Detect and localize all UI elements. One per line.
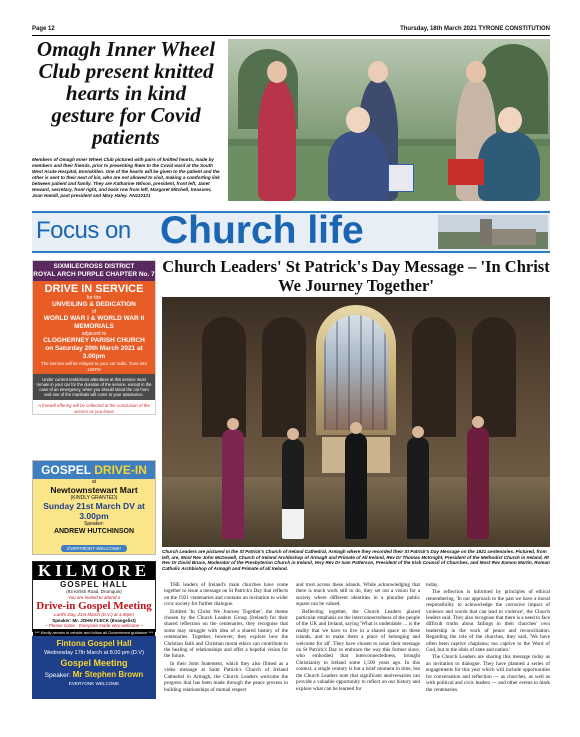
fintona-welcome: EVERYONE WELCOME: [68, 681, 120, 686]
fintona-gospel-hall-ad: [32, 636, 156, 699]
rap-date: on Saturday 20th March 2021 at 3.00pm: [45, 345, 143, 360]
body-paragraph: The Church Leaders are sharing this message today as an invitation to dialogue. They have planned a series of engagements for this year which will include opportunities for conversation and reflection — as churches, as well as with political and civic leaders — and other events to mark the centenaries.: [426, 654, 550, 693]
body-paragraph: Entitled 'In Christ We Journey Together', the theme chosen by the Church Leaders Group (Ireland) for their shared reflection on the centenaries, they recognise that some may struggle with idea of a shared history of the centenaries. Together, however, they explore how the Christian faith and Christian moral ethics can contribute to the healing of relationships and offer a hopeful vision for the future.: [164, 608, 288, 660]
rap-drive-in-ad: [32, 260, 156, 415]
gospel-drive-in-ad: [32, 460, 156, 555]
main-story-headline: Church Leaders' St Patrick's Day Message – 'In Christ We Journey Together': [162, 257, 550, 295]
rap-for: for the: [86, 295, 102, 301]
kilmore-name: KILMORE: [33, 562, 155, 580]
gospel-title: [33, 461, 155, 479]
drive-in-word: DRIVE-IN: [94, 463, 147, 477]
body-paragraph: and trust across these islands. While acknowledging that there is much work still to do, they set out a vision for a society where different identities in a pluralist public square can be valued.: [296, 582, 420, 608]
rap-title: DRIVE IN SERVICE: [44, 283, 144, 295]
kilmore-date: Lord's Day, 21st March (D.V.) at 3.00pm: [54, 612, 134, 617]
gospel-at: at: [91, 479, 97, 485]
body-paragraph: Reflecting together, the Church Leaders placed particular emphasis on the interconnectedness of the people of the UK and Ireland, saying 'What is undeniable ... is the reality that we have to live in a shared space on these islands, and to make them a place of belonging and welcome for all'. They have chosen to issue their message on St Patrick's Day to embrace the way this former slave, who embodied that interconnectedness, brought Christianity to Ireland some 1,500 years ago. In this context, a single century is but a brief moment in time, but the Church Leaders note that significant anniversaries can provide a valuable opportunity to reflect on our history and explore what can be learned for: [296, 608, 420, 692]
main-story-caption: Church Leaders are pictured in the St Patrick's Church of Ireland Cathedral, Armagh where they recorded their St Patrick's Day Message on the 1921 centenaries. Pictured, from left, are, Most Rev John McDowell, Church of Ireland Archbishop of Armagh and Primate of All Ireland, Rev Dr Thomas McKnight, President of the Methodist Church in Ireland, Rt Rev Dr David Bruce, Moderator of the Presbyterian Church in Ireland, Very Rev Dr Ivan Patterson, President of the Irish Council of Churches, and Most Rev Eamon Martin, Roman Catholic Archbishop of Armagh and Primate of all Ireland.: [162, 549, 550, 571]
body-paragraph: In their Joint Statement, which they also filmed as a video message at Saint Patrick's Church of Ireland Cathedral in Armagh, the Church Leaders welcome the progress that has been made through the peace process in building relationships of mutual respect: [164, 660, 288, 693]
gospel-speaker: ANDREW HUTCHINSON: [53, 528, 135, 535]
body-paragraph: THE leaders of Ireland's main churches have come together to issue a message on St Patrick's Day that reflects on the 1921 centenaries and contains an invitation to wider civic society for further dialogue.: [164, 582, 288, 608]
kilmore-speaker: Speaker: Mr. JOHN FLECK (Evangelist): [52, 617, 136, 623]
rap-of: of: [91, 309, 97, 315]
banner-church-life: Church life: [160, 209, 364, 252]
fintona-speaker: Mr Stephen Brown: [72, 670, 144, 679]
gospel-speaker-label: Speaker:: [83, 521, 104, 527]
rap-church: CLOGHERNEY PARISH CHURCH: [43, 337, 145, 344]
gospel-kindly: (KINDLY GRANTED): [70, 495, 118, 501]
rap-band: [33, 261, 155, 281]
body-paragraph: The reflection is informed by principles of ethical remembering, 'In our approach to the past we have a moral responsibility to acknowledge the corrosive impact of violence and words that can lead to violence', the Church leaders said. They also recognise that there is a need to face difficult truths about failings in their churches' own leadership in the work of peace and reconciliation. Regarding the role of the churches, they said, 'We have often been captive chaplains; too captive to the Word of God, but to the idols of state and nation.': [426, 589, 550, 654]
gospel-venue: Newtownstewart Mart: [50, 485, 138, 495]
kilmore-gospel-hall-ad: [32, 561, 156, 635]
rap-radio: The Service will be relayed to your car radio. Tune into 104FM: [41, 361, 147, 372]
kilmore-come: ~ Please come - Everyone made very welcome ~: [44, 623, 144, 628]
paper-date: Thursday, 18th March 2021 TYRONE CONSTITUTION: [400, 26, 550, 32]
rap-line2: WORLD WAR I & WORLD WAR II MEMORIALS: [43, 315, 145, 330]
fintona-hall: Fintona Gospel Hall: [56, 639, 132, 648]
fintona-speaker-label: Speaker:: [44, 672, 71, 679]
inner-wheel-photo: [228, 39, 550, 201]
church-leaders-photo: [162, 297, 550, 547]
fintona-speaker-line: [32, 670, 156, 679]
rap-offering: A freewill offering will be collected at the conclusion of the service as you leave: [38, 403, 150, 414]
page-number: Page 12: [32, 26, 55, 32]
page-header: [32, 26, 550, 36]
kilmore-hall: GOSPEL HALL: [60, 580, 128, 589]
body-paragraph: today.: [426, 582, 439, 588]
fintona-date: Wednesday 17th March at 8.00 pm (D.V): [44, 650, 144, 656]
kilmore-meeting: Drive-in Gospel Meeting: [36, 600, 152, 612]
body-column-1: [164, 582, 288, 694]
rap-line1: UNVEILING & DEDICATION: [52, 301, 136, 308]
section-banner: [32, 211, 550, 253]
top-story-caption: Members of Omagh Inner Wheel Club pictured with pairs of knitted hearts, made by members and their friends, prior to presenting them to the Covid ward at the South West Acute Hospital, Enniskillen. One of the hearts will be given to the patient and the other is sent to their next of kin, who are not allowed to visit, making a comforting link between patient and family. They are Katharine Wilson, president, front left, Janet Howard, secretary, front right, and back row from left, Margaret Mitchell, treasurer, Joan Hamill, past president and Mary Haley. AN110121: [32, 157, 220, 198]
rap-chapter: ROYAL ARCH PURPLE CHAPTER No. 7: [33, 271, 155, 278]
body-column-3: [426, 582, 550, 694]
gospel-welcome: EVERYBODY WELCOME!: [61, 545, 127, 552]
rap-restrictions: Under current restrictions attendees at this service must remain in your car for the duration of the service, except in the case of an emergency, when you should stand the car horn and one of the marshals will come to your assistance.: [33, 374, 155, 400]
church-building-image: [438, 215, 548, 249]
kilmore-foot: *** Kindly remain in vehicle and follow all Government guidance ***: [34, 629, 154, 635]
gospel-word: GOSPEL: [41, 463, 91, 477]
rap-district: SIXMILECROSS DISTRICT: [53, 263, 135, 270]
kilmore-address: (93 Kirlish Road, Drumquin): [66, 589, 122, 594]
rap-adjacent: adjacent to: [81, 331, 107, 337]
body-column-2: [296, 582, 420, 693]
top-story-headline: Omagh Inner Wheel Club present knitted hearts in kind gesture for Covid patients: [36, 37, 216, 149]
rap-main: [33, 281, 155, 374]
banner-focus-on: Focus on: [36, 217, 131, 244]
kilmore-invite: You are invited to attend a: [67, 594, 121, 600]
fintona-meeting: Gospel Meeting: [60, 658, 128, 668]
gospel-date: Sunday 21st March DV at 3.00pm: [43, 501, 145, 521]
